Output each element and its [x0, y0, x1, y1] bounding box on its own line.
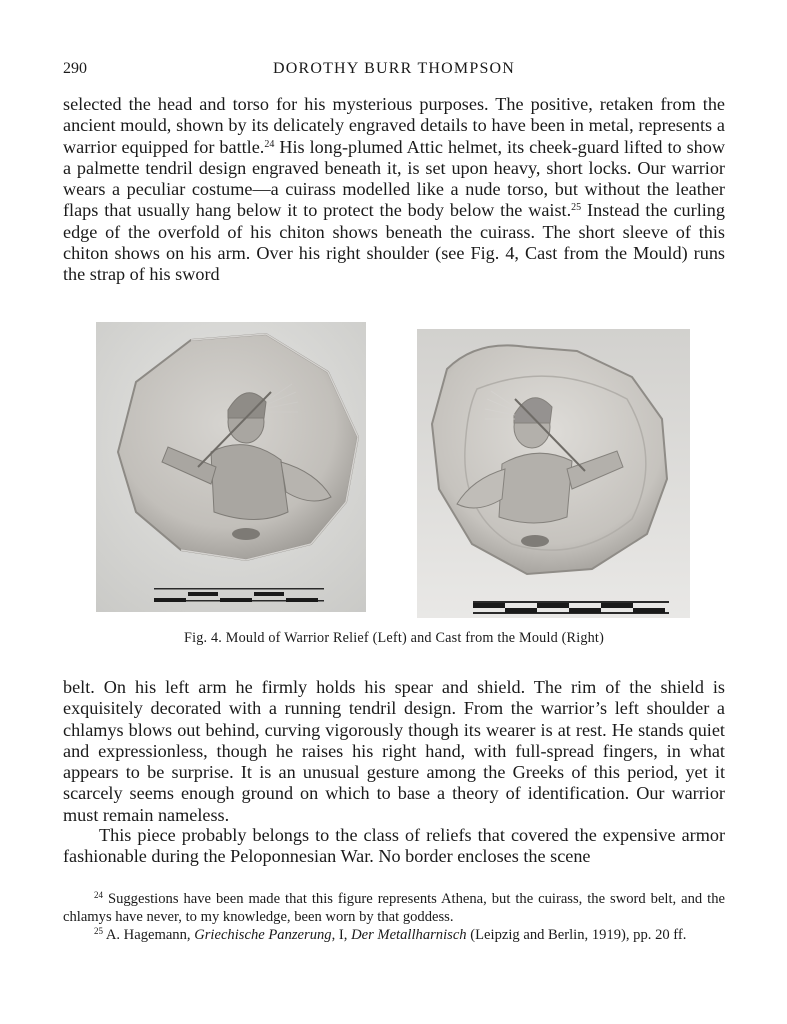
body-paragraph-1 [63, 94, 725, 286]
para1-text-b: His long-plumed Attic helmet, its cheek-guard lifted to show a palmette tendril design engraved beneath it, is set upon heavy, short locks. Our warrior wears a peculiar costume—a cuirass modelled like a nude torso, but without the leather flaps that usually hang below it to protect the body below the waist. [63, 136, 725, 221]
page-number: 290 [63, 60, 87, 77]
footnote-25-text-a: A. Hagemann, [103, 927, 195, 943]
body-paragraph-2: belt. On his left arm he firmly holds his spear and shield. The rim of the shield is exquisitely decorated with a running tendril design. From the warrior’s left shoulder a chlamys blows out behind, curving vigorously though its wearer is at rest. He stands quiet and expressionless, though he raises his right hand, with full-spread fingers, in what appears to be surprise. It is an unusual gesture among the Greeks of this period, yet it scarcely seems enough ground on which to base a theory of identification. Our warrior must remain nameless. [63, 677, 725, 825]
footnote-24 [63, 890, 725, 926]
mould-relief-image [96, 322, 366, 612]
running-head: DOROTHY BURR THOMPSON [272, 60, 516, 77]
mould-photo [96, 322, 366, 612]
cast-relief-image [417, 329, 690, 618]
footnote-25-text-b: , I, [331, 927, 352, 943]
footnotes [63, 890, 725, 944]
figure-4 [96, 322, 690, 618]
footnote-25 [63, 926, 725, 944]
figure-caption: Fig. 4. Mould of Warrior Relief (Left) and Cast from the Mould (Right) [183, 630, 605, 646]
footnote-25-number: 25 [94, 926, 103, 936]
footnote-25-title-2: Der Metallharnisch [351, 927, 467, 943]
footnote-ref-25[interactable]: 25 [571, 202, 582, 214]
footnote-24-number: 24 [94, 890, 103, 900]
footnote-25-title-1: Griechische Panzerung [194, 927, 332, 943]
body-paragraph-3: This piece probably belongs to the class of reliefs that covered the expensive armor fashionable during the Peloponnesian War. No border encloses the scene [63, 825, 725, 867]
footnote-ref-24[interactable]: 24 [264, 138, 275, 150]
page-header [63, 60, 725, 82]
para1-text-c: Instead the curling edge of the overfold of his chiton shows beneath the cuirass. The short sleeve of this chiton shows on his arm. Over his right shoulder (see Fig. 4, Cast from the Mould) runs the strap of his sword [63, 200, 725, 285]
footnote-25-text-c: (Leipzig and Berlin, 1919), pp. 20 ff. [466, 927, 687, 943]
footnote-24-text: Suggestions have been made that this figure represents Athena, but the cuirass, the sword belt, and the chlamys have never, to my knowledge, been worn by that goddess. [63, 891, 725, 925]
para1-text-a: selected the head and torso for his mysterious purposes. The positive, retaken from the ancient mould, shown by its delicately engraved details to have been in metal, represents a warrior equipped for battle. [63, 94, 725, 157]
cast-photo [417, 329, 690, 618]
